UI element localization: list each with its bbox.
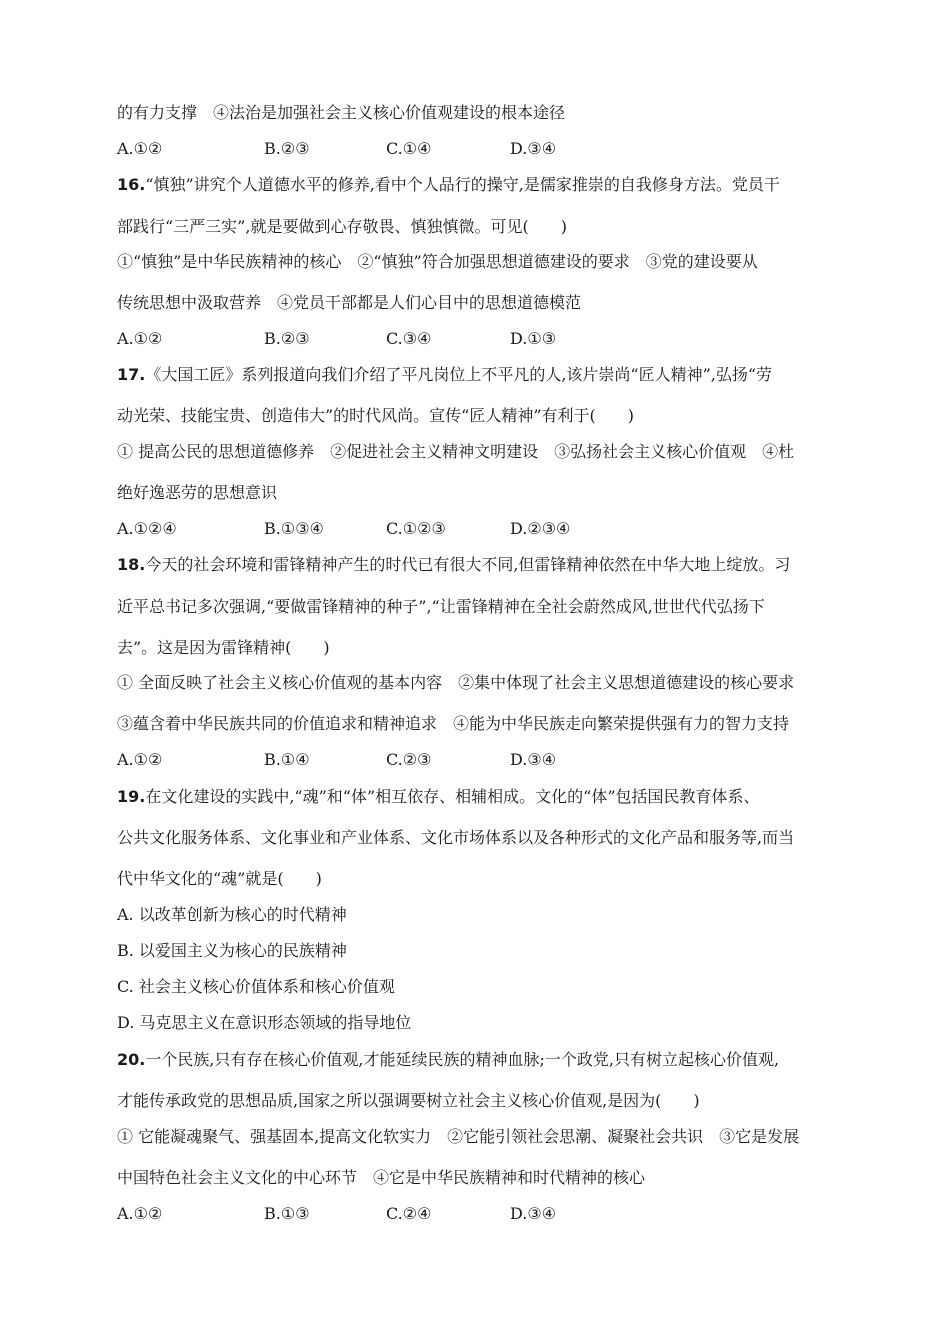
q20-option-b: B.①③ xyxy=(264,1204,310,1223)
q18-stem-1: 今天的社会环境和雷锋精神产生的时代已有很大不同,但雷锋精神依然在中华大地上绽放。习 xyxy=(145,555,791,574)
q18-line-2: 近平总书记多次强调,“要做雷锋精神的种子”,“让雷锋精神在全社会蔚然成风,世世代代弘扬下 xyxy=(117,597,765,616)
q20-line-4: 中国特色社会主义文化的中心环节 ④它是中华民族精神和时代精神的核心 xyxy=(117,1168,646,1187)
q16-line-1 xyxy=(117,175,780,195)
q18-option-d: D.③④ xyxy=(510,750,557,769)
q20-line-3: ① 它能凝魂聚气、强基固本,提高文化软实力 ②它能引领社会思潮、凝聚社会共识 ③它是发展 xyxy=(117,1127,800,1146)
q16-stem-1: “慎独”讲究个人道德水平的修养,看中个人品行的操守,是儒家推崇的自我修身方法。党员干 xyxy=(145,175,780,194)
q18-line-5: ③蕴含着中华民族共同的价值追求和精神追求 ④能为中华民族走向繁荣提供强有力的智力支持 xyxy=(117,714,790,733)
q19-number: 19. xyxy=(117,787,146,806)
q20-option-d: D.③④ xyxy=(510,1204,557,1223)
q16-option-a: A.①② xyxy=(117,329,163,348)
q17-option-a: A.①②④ xyxy=(117,519,177,538)
q17-option-b: B.①③④ xyxy=(264,519,324,538)
q17-option-d: D.②③④ xyxy=(510,519,571,538)
q19-choice-c: C. 社会主义核心价值体系和核心价值观 xyxy=(117,977,395,996)
q18-option-c: C.②③ xyxy=(386,750,432,769)
q17-option-c: C.①②③ xyxy=(386,519,446,538)
q16-option-d: D.①③ xyxy=(510,329,557,348)
q20-number: 20. xyxy=(117,1050,146,1069)
q18-line-1 xyxy=(117,555,790,575)
q17-line-4: 绝好逸恶劳的思想意识 xyxy=(117,483,278,502)
q18-option-b: B.①④ xyxy=(264,750,310,769)
q17-stem-1: 《大国工匠》系列报道向我们介绍了平凡岗位上不平凡的人,该片崇尚“匠人精神”,弘扬“劳 xyxy=(145,365,773,384)
q17-number: 17. xyxy=(117,365,146,384)
q19-line-3: 代中华文化的“魂”就是( ) xyxy=(117,869,322,888)
q17-line-2: 动光荣、技能宝贵、创造伟大”的时代风尚。宣传“匠人精神”有利于( ) xyxy=(117,406,635,425)
q16-option-c: C.③④ xyxy=(386,329,432,348)
q19-choice-d: D. 马克思主义在意识形态领域的指导地位 xyxy=(117,1013,412,1032)
q15-option-c: C.①④ xyxy=(386,139,432,158)
q19-choice-a: A. 以改革创新为核心的时代精神 xyxy=(117,905,347,924)
q16-option-b: B.②③ xyxy=(264,329,310,348)
q15-option-b: B.②③ xyxy=(264,139,310,158)
q19-line-2: 公共文化服务体系、文化事业和产业体系、文化市场体系以及各种形式的文化产品和服务等,而当 xyxy=(117,828,795,847)
q18-number: 18. xyxy=(117,555,146,574)
q18-line-3: 去”。这是因为雷锋精神( ) xyxy=(117,638,330,657)
q20-stem-1: 一个民族,只有存在核心价值观,才能延续民族的精神血脉;一个政党,只有树立起核心价值观, xyxy=(145,1050,780,1069)
q16-line-3: ①“慎独”是中华民族精神的核心 ②“慎独”符合加强思想道德建设的要求 ③党的建设要从 xyxy=(117,252,758,271)
q17-line-1 xyxy=(117,365,772,385)
q19-stem-1: 在文化建设的实践中,“魂”和“体”相互依存、相辅相成。文化的“体”包括国民教育体系、 xyxy=(145,787,760,806)
q15-option-a: A.①② xyxy=(117,139,163,158)
q15-option-d: D.③④ xyxy=(510,139,557,158)
q16-number: 16. xyxy=(117,175,146,194)
q20-option-a: A.①② xyxy=(117,1204,163,1223)
q17-line-3: ① 提高公民的思想道德修养 ②促进社会主义精神文明建设 ③弘扬社会主义核心价值观 ④杜 xyxy=(117,442,795,461)
q19-choice-b: B. 以爱国主义为核心的民族精神 xyxy=(117,941,347,960)
q16-line-4: 传统思想中汲取营养 ④党员干部都是人们心目中的思想道德模范 xyxy=(117,293,582,312)
q20-line-2: 才能传承政党的思想品质,国家之所以强调要树立社会主义核心价值观,是因为( ) xyxy=(117,1091,700,1110)
q18-option-a: A.①② xyxy=(117,750,163,769)
q16-line-2: 部践行“三严三实”,就是要做到心存敬畏、慎独慎微。可见( ) xyxy=(117,217,567,236)
q20-line-1 xyxy=(117,1050,779,1070)
q15-line-1: 的有力支撑 ④法治是加强社会主义核心价值观建设的根本途径 xyxy=(117,103,566,122)
q18-line-4: ① 全面反映了社会主义核心价值观的基本内容 ②集中体现了社会主义思想道德建设的核心要求 xyxy=(117,673,795,692)
q19-line-1 xyxy=(117,787,760,807)
q20-option-c: C.②④ xyxy=(386,1204,432,1223)
